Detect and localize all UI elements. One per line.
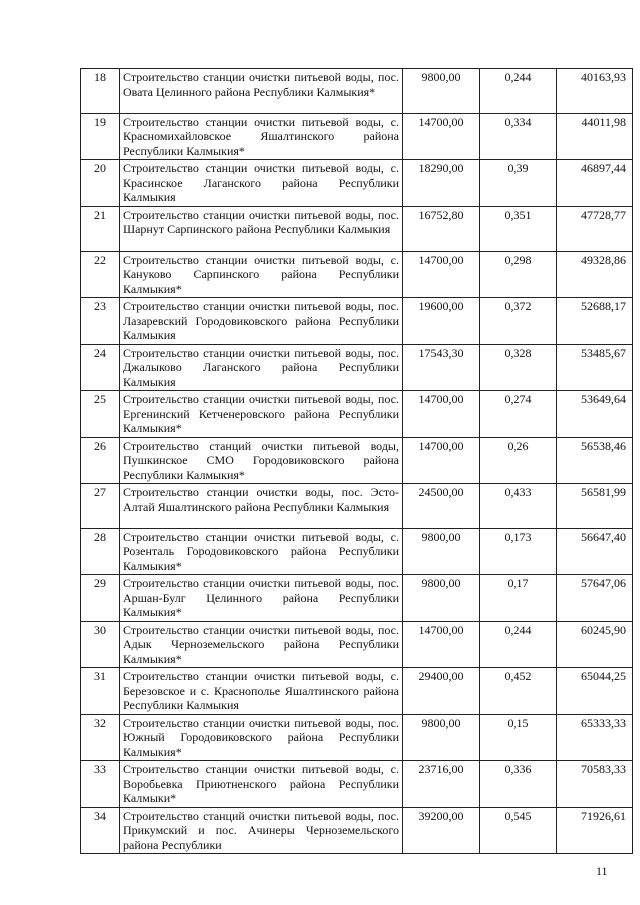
- row-number-cell: 18: [81, 69, 120, 114]
- table-row: [81, 484, 633, 529]
- cost-cell: 14700,00: [403, 437, 480, 484]
- cost-cell: 24500,00: [403, 484, 480, 529]
- unit-cost-cell: 56538,46: [557, 437, 633, 484]
- table-row: [81, 113, 633, 160]
- table-body: [81, 69, 633, 854]
- page-number: 11: [596, 864, 608, 878]
- cost-cell: 9800,00: [403, 69, 480, 114]
- row-number-cell: 19: [81, 113, 120, 160]
- row-number-cell: 23: [81, 298, 120, 345]
- table-row: [81, 344, 633, 391]
- unit-cost-cell: 56647,40: [557, 528, 633, 575]
- project-name-cell: Строительство станции очистки воды, пос. Эсто-Алтай Яшалтинского района Республики Калмыкия: [120, 484, 403, 529]
- cost-cell: 9800,00: [403, 714, 480, 761]
- row-number-cell: 34: [81, 807, 120, 854]
- project-name-cell: Строительство станции очистки питьевой воды, с. Красномихайловское Яшалтинского района Республики Калмыкия*: [120, 113, 403, 160]
- project-name-cell: Строительство станции очистки питьевой воды, с. Кануково Сарпинского района Республики Калмыкия*: [120, 251, 403, 298]
- capacity-cell: 0,334: [480, 113, 557, 160]
- unit-cost-cell: 40163,93: [557, 69, 633, 114]
- row-number-cell: 26: [81, 437, 120, 484]
- unit-cost-cell: 53649,64: [557, 391, 633, 438]
- project-name-cell: Строительство станции очистки питьевой воды, с. Воробьевка Приютненского района Республики Калмыки*: [120, 761, 403, 808]
- capacity-cell: 0,39: [480, 160, 557, 207]
- row-number-cell: 29: [81, 575, 120, 622]
- project-name-cell: Строительство станции очистки питьевой воды, пос. Южный Городовиковского района Республики Калмыкия*: [120, 714, 403, 761]
- unit-cost-cell: 71926,61: [557, 807, 633, 854]
- project-name-cell: Строительство станции очистки питьевой воды, с. Красинское Лаганского района Республики Калмыкия: [120, 160, 403, 207]
- unit-cost-cell: 60245,90: [557, 621, 633, 668]
- table-row: [81, 807, 633, 854]
- capacity-cell: 0,372: [480, 298, 557, 345]
- project-name-cell: Строительство станций очистки питьевой воды, Пушкинское СМО Городовиковского района Республики Калмыкия*: [120, 437, 403, 484]
- capacity-cell: 0,351: [480, 206, 557, 251]
- unit-cost-cell: 52688,17: [557, 298, 633, 345]
- table-row: [81, 714, 633, 761]
- table-row: [81, 206, 633, 251]
- capacity-cell: 0,26: [480, 437, 557, 484]
- project-name-cell: Строительство станции очистки питьевой воды, пос. Джалыково Лаганского района Республики Калмыкия: [120, 344, 403, 391]
- table-row: [81, 251, 633, 298]
- row-number-cell: 25: [81, 391, 120, 438]
- unit-cost-cell: 56581,99: [557, 484, 633, 529]
- unit-cost-cell: 47728,77: [557, 206, 633, 251]
- table-row: [81, 575, 633, 622]
- unit-cost-cell: 53485,67: [557, 344, 633, 391]
- table-row: [81, 761, 633, 808]
- row-number-cell: 33: [81, 761, 120, 808]
- project-name-cell: Строительство станции очистки питьевой воды, пос. Лазаревский Городовиковского района Республики Калмыкия: [120, 298, 403, 345]
- cost-cell: 39200,00: [403, 807, 480, 854]
- unit-cost-cell: 46897,44: [557, 160, 633, 207]
- capacity-cell: 0,452: [480, 668, 557, 715]
- cost-cell: 23716,00: [403, 761, 480, 808]
- project-name-cell: Строительство станций очистки питьевой воды, пос. Прикумский и пос. Ачинеры Черноземельского района Республики: [120, 807, 403, 854]
- cost-cell: 14700,00: [403, 621, 480, 668]
- unit-cost-cell: 65333,33: [557, 714, 633, 761]
- capacity-cell: 0,244: [480, 621, 557, 668]
- capacity-cell: 0,274: [480, 391, 557, 438]
- row-number-cell: 21: [81, 206, 120, 251]
- projects-table: [80, 68, 633, 854]
- project-name-cell: Строительство станции очистки питьевой воды, пос. Аршан-Булг Целинного района Республики Калмыкия*: [120, 575, 403, 622]
- cost-cell: 9800,00: [403, 575, 480, 622]
- row-number-cell: 31: [81, 668, 120, 715]
- project-name-cell: Строительство станции очистки питьевой воды, пос. Овата Целинного района Республики Калмыкия*: [120, 69, 403, 114]
- cost-cell: 19600,00: [403, 298, 480, 345]
- table-row: [81, 160, 633, 207]
- table-row: [81, 621, 633, 668]
- table-row: [81, 69, 633, 114]
- unit-cost-cell: 49328,86: [557, 251, 633, 298]
- unit-cost-cell: 57647,06: [557, 575, 633, 622]
- table-row: [81, 391, 633, 438]
- cost-cell: 9800,00: [403, 528, 480, 575]
- capacity-cell: 0,298: [480, 251, 557, 298]
- project-name-cell: Строительство станции очистки питьевой воды, с. Розенталь Городовиковского района Республики Калмыкия*: [120, 528, 403, 575]
- row-number-cell: 28: [81, 528, 120, 575]
- table-row: [81, 528, 633, 575]
- capacity-cell: 0,15: [480, 714, 557, 761]
- capacity-cell: 0,336: [480, 761, 557, 808]
- row-number-cell: 30: [81, 621, 120, 668]
- capacity-cell: 0,17: [480, 575, 557, 622]
- row-number-cell: 22: [81, 251, 120, 298]
- capacity-cell: 0,328: [480, 344, 557, 391]
- project-name-cell: Строительство станции очистки питьевой воды, с. Березовское и с. Краснополье Яшалтинского района Республики Калмыкия: [120, 668, 403, 715]
- table-row: [81, 668, 633, 715]
- unit-cost-cell: 70583,33: [557, 761, 633, 808]
- cost-cell: 17543,30: [403, 344, 480, 391]
- row-number-cell: 27: [81, 484, 120, 529]
- row-number-cell: 24: [81, 344, 120, 391]
- capacity-cell: 0,433: [480, 484, 557, 529]
- table-row: [81, 437, 633, 484]
- capacity-cell: 0,545: [480, 807, 557, 854]
- cost-cell: 18290,00: [403, 160, 480, 207]
- cost-cell: 14700,00: [403, 113, 480, 160]
- capacity-cell: 0,244: [480, 69, 557, 114]
- project-name-cell: Строительство станции очистки питьевой воды, пос. Шарнут Сарпинского района Республики Калмыкия: [120, 206, 403, 251]
- row-number-cell: 20: [81, 160, 120, 207]
- cost-cell: 14700,00: [403, 251, 480, 298]
- project-name-cell: Строительство станции очистки питьевой воды, пос. Ергенинский Кетченеровского района Республики Калмыкия*: [120, 391, 403, 438]
- table-row: [81, 298, 633, 345]
- row-number-cell: 32: [81, 714, 120, 761]
- cost-cell: 16752,80: [403, 206, 480, 251]
- cost-cell: 14700,00: [403, 391, 480, 438]
- cost-cell: 29400,00: [403, 668, 480, 715]
- unit-cost-cell: 65044,25: [557, 668, 633, 715]
- unit-cost-cell: 44011,98: [557, 113, 633, 160]
- capacity-cell: 0,173: [480, 528, 557, 575]
- project-name-cell: Строительство станции очистки питьевой воды, пос. Адык Черноземельского района Республики Калмыкия*: [120, 621, 403, 668]
